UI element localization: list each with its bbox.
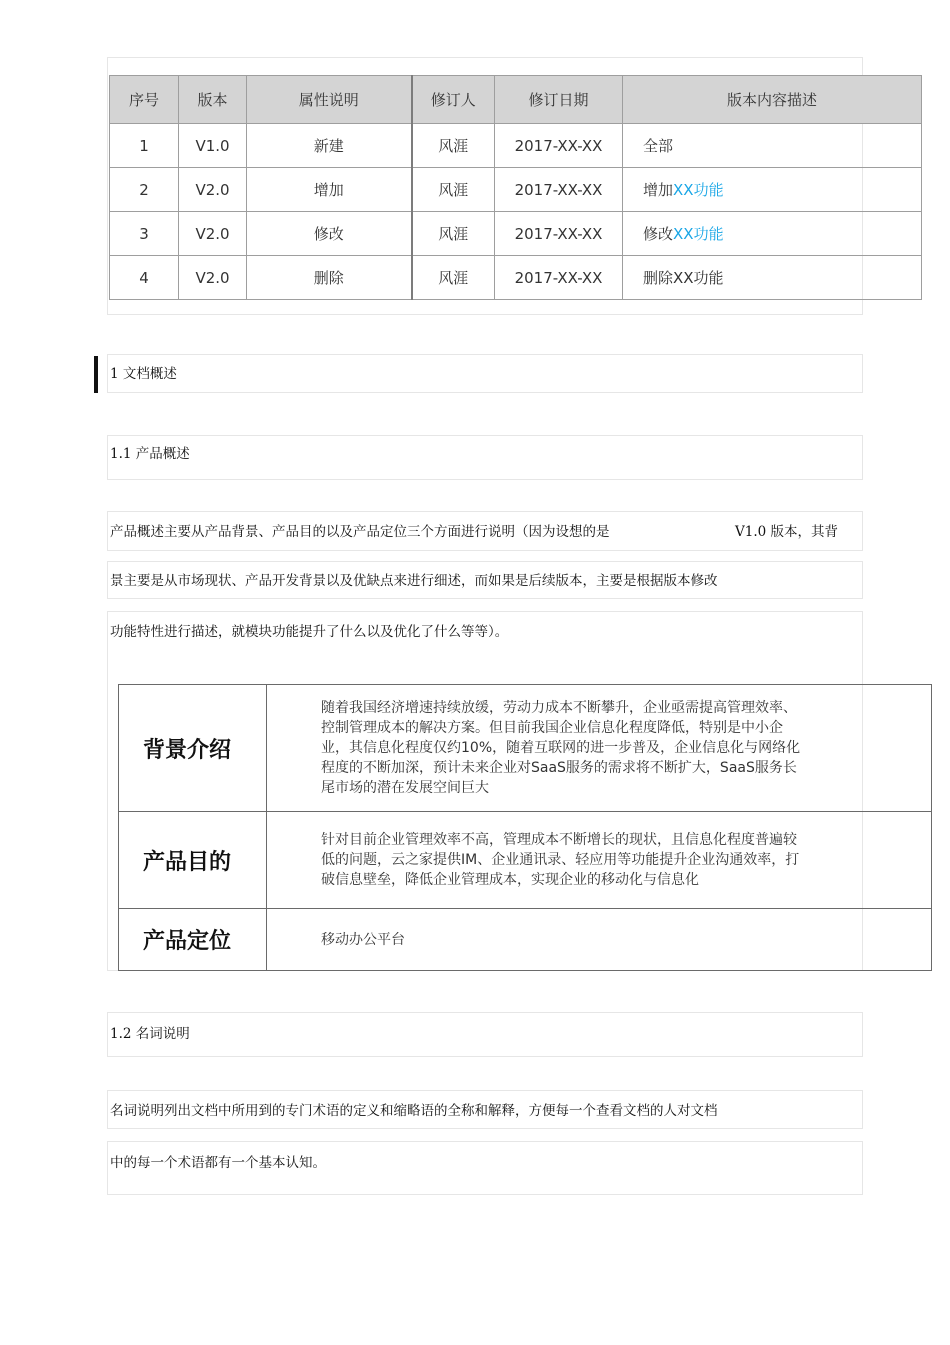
table-row xyxy=(110,124,922,168)
table-row xyxy=(110,256,922,300)
table-row xyxy=(110,168,922,212)
row-number: 3 xyxy=(110,212,179,256)
info-label: 产品目的 xyxy=(119,812,267,909)
revision-table xyxy=(109,75,922,300)
row-reviser: 风涯 xyxy=(412,168,495,212)
info-label: 背景介绍 xyxy=(119,685,267,812)
row-description xyxy=(623,256,922,300)
heading-frame xyxy=(107,354,863,393)
row-version: V1.0 xyxy=(179,124,247,168)
row-attribute: 修改 xyxy=(247,212,412,256)
info-row-background xyxy=(119,685,932,812)
table-row xyxy=(110,212,922,256)
section-marker-bar xyxy=(94,356,98,393)
info-row-purpose xyxy=(119,812,932,909)
row-date: 2017-XX-XX xyxy=(495,256,623,300)
column-header: 版本 xyxy=(179,76,247,124)
row-attribute: 增加 xyxy=(247,168,412,212)
row-version: V2.0 xyxy=(179,212,247,256)
subsection-heading: 1.1 产品概述 xyxy=(110,446,190,462)
row-version: V2.0 xyxy=(179,256,247,300)
product-info-table xyxy=(118,684,932,971)
section-heading: 1 文档概述 xyxy=(110,366,177,382)
paragraph-line: 产品概述主要从产品背景、产品目的以及产品定位三个方面进行说明（因为设想的是 xyxy=(110,524,610,540)
paragraph-line: 功能特性进行描述，就模块功能提升了什么以及优化了什么等等）。 xyxy=(110,624,509,640)
description-text: 增加 xyxy=(643,181,674,199)
paragraph-line: 景主要是从市场现状、产品开发背景以及优缺点来进行细述，而如果是后续版本，主要是根据版本修改 xyxy=(110,573,718,589)
row-description xyxy=(623,168,922,212)
row-description xyxy=(623,124,922,168)
row-date: 2017-XX-XX xyxy=(495,212,623,256)
description-text: 修改 xyxy=(643,225,674,243)
description-text: 全部 xyxy=(643,137,674,155)
info-text-line: 尾市场的潜在发展空间巨大 xyxy=(321,780,489,796)
revision-table-header xyxy=(110,76,922,124)
column-header: 序号 xyxy=(110,76,179,124)
column-header: 修订人 xyxy=(412,76,495,124)
info-label: 产品定位 xyxy=(119,909,267,971)
info-text-line: 破信息壁垒，降低企业管理成本，实现企业的移动化与信息化 xyxy=(321,872,699,888)
subsection-heading: 1.2 名词说明 xyxy=(110,1026,190,1042)
paragraph-line: V1.0 版本，其背 xyxy=(735,524,839,540)
row-number: 2 xyxy=(110,168,179,212)
info-text-line: 针对目前企业管理效率不高，管理成本不断增长的现状，且信息化程度普遍较 xyxy=(321,832,797,848)
row-date: 2017-XX-XX xyxy=(495,168,623,212)
info-text xyxy=(267,909,932,971)
info-text xyxy=(267,812,932,909)
info-text-line: 控制管理成本的解决方案。但目前我国企业信息化程度降低，特别是中小企 xyxy=(321,720,783,736)
info-text xyxy=(267,685,932,812)
paragraph-line: 中的每一个术语都有一个基本认知。 xyxy=(110,1155,326,1171)
info-text-line: 低的问题，云之家提供IM、企业通讯录、轻应用等功能提升企业沟通效率，打 xyxy=(321,852,800,868)
row-version: V2.0 xyxy=(179,168,247,212)
heading-frame xyxy=(107,1012,863,1057)
info-row-positioning xyxy=(119,909,932,971)
row-reviser: 风涯 xyxy=(412,124,495,168)
info-text-line: 业，其信息化程度仅约10%，随着互联网的进一步普及，企业信息化与网络化 xyxy=(321,740,801,756)
info-text-line: 程度的不断加深，预计未来企业对SaaS服务的需求将不断扩大，SaaS服务长 xyxy=(321,760,797,776)
column-header: 属性说明 xyxy=(247,76,412,124)
row-number: 1 xyxy=(110,124,179,168)
row-description xyxy=(623,212,922,256)
column-header: 版本内容描述 xyxy=(623,76,922,124)
row-reviser: 风涯 xyxy=(412,256,495,300)
row-number: 4 xyxy=(110,256,179,300)
column-header: 修订日期 xyxy=(495,76,623,124)
heading-frame xyxy=(107,435,863,480)
row-date: 2017-XX-XX xyxy=(495,124,623,168)
description-text: 删除XX功能 xyxy=(643,269,724,287)
description-highlight: XX功能 xyxy=(673,225,724,243)
row-attribute: 新建 xyxy=(247,124,412,168)
info-text-line: 随着我国经济增速持续放缓，劳动力成本不断攀升，企业亟需提高管理效率、 xyxy=(321,700,797,716)
row-reviser: 风涯 xyxy=(412,212,495,256)
row-attribute: 删除 xyxy=(247,256,412,300)
description-highlight: XX功能 xyxy=(673,181,724,199)
paragraph-line: 名词说明列出文档中所用到的专门术语的定义和缩略语的全称和解释，方便每一个查看文档的人对文档 xyxy=(110,1103,718,1119)
info-text-line: 移动办公平台 xyxy=(321,931,405,948)
